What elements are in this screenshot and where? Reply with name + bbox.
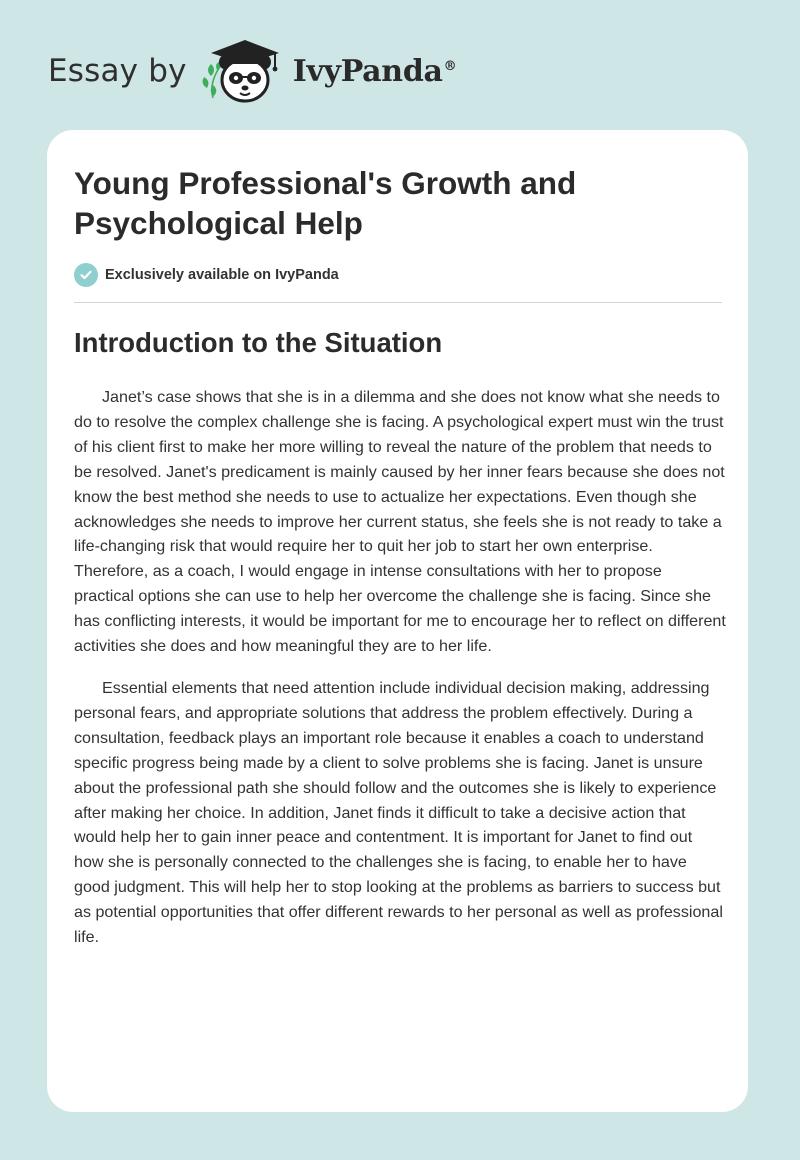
paragraph: Essential elements that need attention include individual decision making, addressing personal fears, and appropriate solutions that address the problem effectively. During a consultation, feedback plays an important role because it enables a coach to understand specific progress being made by a client to solve problems she is facing. Janet is unsure about the professional path she should follow and the outcomes she is likely to experience after making her choice. In addition, Janet finds it difficult to take a decisive action that would help her to gain inner peace and contentment. It is important for Janet to find out how she is personally connected to the challenges she is facing, to enable her to have good judgment. This will help her to stop looking at the problems as barriers to success but as potential opportunities that offer different rewards to her personal as well as professional life. — [74, 678, 723, 947]
essay-title: Young Professional's Growth and Psychological Help — [74, 165, 577, 241]
registered-mark: ® — [443, 58, 457, 74]
exclusive-badge — [74, 263, 339, 287]
exclusive-badge-text: Exclusively available on IvyPanda — [105, 267, 339, 283]
brand-name: IvyPanda® — [292, 53, 457, 89]
panda-graduate-icon — [201, 36, 289, 106]
site-header — [48, 36, 456, 106]
check-circle-icon — [74, 263, 98, 287]
essay-body — [74, 385, 726, 967]
essay-card — [47, 130, 748, 1112]
divider — [74, 302, 722, 303]
paragraph: Janet’s case shows that she is in a dilemma and she does not know what she needs to do to resolve the complex challenge she is facing. A psychological expert must win the trust of his client first to make her more willing to reveal the nature of the problem that needs to be resolved. Janet's predicament is mainly caused by her inner fears because she does not know the best method she needs to use to actualize her expectations. Even though she acknowledges she needs to improve her current status, she feels she is not ready to take a life-changing risk that would require her to quit her job to start her own enterprise. Therefore, as a coach, I would engage in intense consultations with her to propose practical options she can use to help her overcome the challenge she is facing. Since she has conflicting interests, it would be important for me to encourage her to reflect on different activities she does and how meaningful they are to her life. — [74, 388, 726, 656]
section-title: Introduction to the Situation — [74, 327, 443, 358]
essay-by-label: Essay by — [48, 53, 187, 89]
